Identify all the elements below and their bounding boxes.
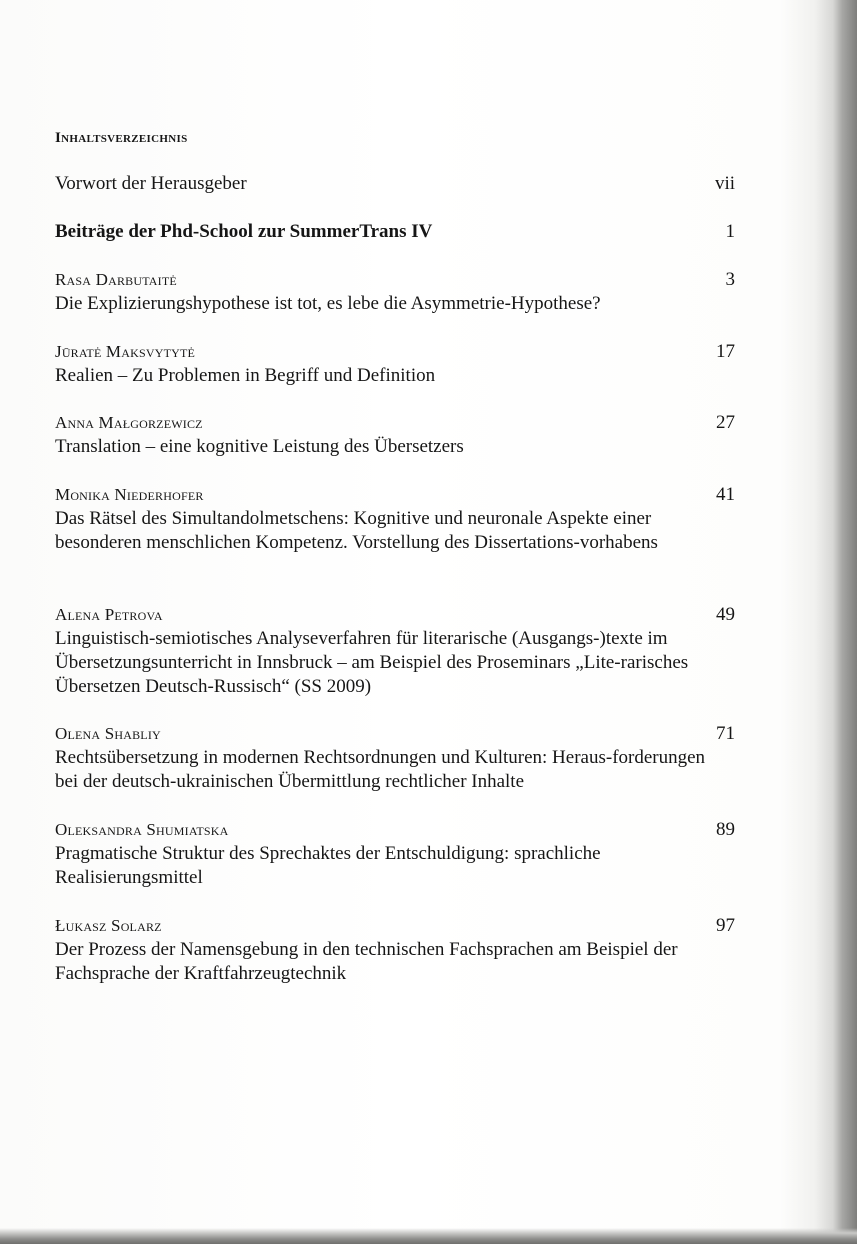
- entry-author: Rasa Darbutaitė: [55, 270, 177, 289]
- section-page-number: 1: [725, 221, 735, 242]
- entry-author: Jūratė Maksvytytė: [55, 342, 196, 361]
- toc-entry[interactable]: [55, 722, 735, 794]
- entry-page-number: 17: [716, 341, 735, 362]
- entry-title: Translation – eine kognitive Leistung des Übersetzers: [55, 436, 464, 457]
- preface-page-number: vii: [714, 173, 735, 194]
- entry-page-number: 49: [716, 604, 735, 625]
- entry-title: Linguistisch-semiotisches Analyseverfahren für literarische (Ausgangs-)texte im Übersetzungsunterricht in Innsbruck – am Beispiel des Proseminars „Lite-rarisches Übersetzen Deutsch-Russisch“ (SS 2009): [55, 628, 689, 697]
- entry-page-number: 41: [716, 484, 735, 505]
- preface-title: Vorwort der Herausgeber: [55, 173, 247, 194]
- entry-title: Realien – Zu Problemen in Begriff und Definition: [55, 365, 436, 386]
- entry-author: Monika Niederhofer: [55, 485, 204, 504]
- section-title: Beiträge der Phd-School zur SummerTrans IV: [55, 221, 433, 242]
- toc-entry[interactable]: [55, 340, 735, 388]
- toc-section-heading[interactable]: [55, 220, 735, 244]
- toc-preface[interactable]: [55, 172, 735, 196]
- entry-author: Anna Małgorzewicz: [55, 413, 203, 432]
- toc-entry[interactable]: [55, 818, 735, 890]
- toc-entry[interactable]: [55, 483, 735, 555]
- entry-page-number: 97: [716, 915, 735, 936]
- toc-entry[interactable]: [55, 411, 735, 459]
- entry-author: Olena Shabliy: [55, 724, 161, 743]
- page-bottom-edge: [0, 1228, 857, 1244]
- toc-heading: Inhaltsverzeichnis: [55, 130, 188, 146]
- entry-title: Rechtsübersetzung in modernen Rechtsordnungen und Kulturen: Heraus-forderungen bei der deutsch-ukrainischen Übermittlung rechtlicher Inhalte: [55, 747, 706, 792]
- entry-title: Die Explizierungshypothese ist tot, es lebe die Asymmetrie-Hypothese?: [55, 293, 601, 314]
- entry-author: Oleksandra Shumiatska: [55, 820, 229, 839]
- entry-author: Łukasz Solarz: [55, 916, 162, 935]
- entry-page-number: 3: [725, 269, 735, 290]
- toc-entry[interactable]: [55, 268, 735, 316]
- entry-page-number: 89: [716, 819, 735, 840]
- toc-entry[interactable]: [55, 914, 735, 986]
- toc-entry[interactable]: [55, 603, 735, 699]
- entry-title: Der Prozess der Namensgebung in den technischen Fachsprachen am Beispiel der Fachsprache der Kraftfahrzeugtechnik: [55, 939, 678, 984]
- entry-title: Pragmatische Struktur des Sprechaktes der Entschuldigung: sprachliche Realisierungsmittel: [55, 843, 601, 888]
- entry-page-number: 27: [716, 412, 735, 433]
- entry-title: Das Rätsel des Simultandolmetschens: Kognitive und neuronale Aspekte einer besonderen menschlichen Kompetenz. Vorstellung des Dissertations-vorhabens: [55, 508, 658, 553]
- entry-author: Alena Petrova: [55, 605, 163, 624]
- entry-page-number: 71: [716, 723, 735, 744]
